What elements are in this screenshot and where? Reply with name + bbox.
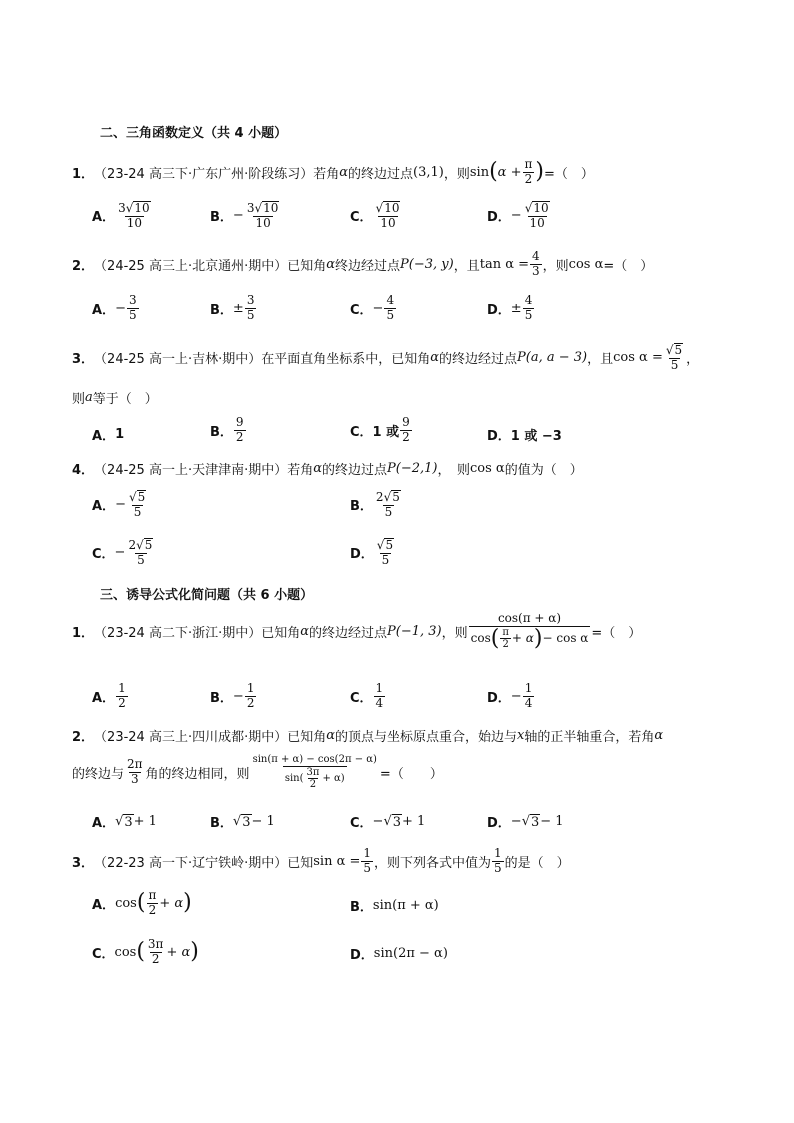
option-label: B． — [210, 302, 233, 318]
question-text: 终边经过点 — [335, 258, 401, 274]
radicand: 3 — [531, 814, 540, 830]
question-text: ， — [686, 352, 700, 368]
option-value: $\frac{1}{4}$ — [375, 681, 384, 710]
option-b[interactable] — [210, 682, 257, 711]
question-source: （24-25 高一上·天津津南·期中）若角 — [94, 463, 314, 478]
sign: − — [510, 688, 522, 704]
point-coordinates: P(−3, y) — [400, 256, 454, 272]
question-s2-4 — [72, 459, 583, 478]
question-source: （22-23 高一下·辽宁铁岭·期中）已知 — [94, 855, 314, 871]
option-value: $\frac{1}{2}$ — [118, 681, 126, 710]
question-source: （23-24 高三上·四川成都·期中）已知角 — [94, 730, 327, 745]
option-value: $\frac{4}{5}$ — [386, 293, 395, 322]
option-value: $\frac{3√10}{10}$ — [246, 201, 279, 230]
option-label: B． — [210, 816, 233, 831]
answer-blank: =（ ） — [543, 166, 594, 182]
option-label: B． — [210, 210, 233, 226]
option-b[interactable] — [210, 294, 257, 323]
expr-inner: α + — [497, 164, 522, 180]
question-number: 1． — [72, 625, 95, 641]
alpha-symbol: α — [339, 164, 349, 180]
right-paren: ) — [535, 159, 544, 185]
sign: − — [232, 688, 244, 704]
option-label: A． — [92, 816, 116, 831]
question-s3-1 — [72, 612, 641, 651]
radicand: 3 — [242, 814, 251, 830]
question-number: 2． — [72, 258, 95, 274]
question-text: ，则下列各式中值为 — [374, 855, 492, 871]
question-s3-2-line2 — [72, 754, 443, 791]
option-value: $\frac{1}{2}$ — [246, 681, 255, 710]
left-paren: ( — [489, 159, 498, 185]
option-a[interactable] — [92, 682, 129, 711]
option-a[interactable] — [92, 201, 154, 231]
question-source: （24-25 高一上·吉林·期中）在平面直角坐标系中，已知角 — [94, 352, 431, 368]
option-b[interactable] — [350, 896, 439, 915]
option-label: B． — [350, 900, 373, 915]
option-value: $\frac{2√5}{5}$ — [375, 490, 400, 519]
option-a[interactable] — [92, 425, 124, 444]
option-label: B． — [350, 499, 373, 515]
option-c[interactable] — [350, 416, 413, 445]
point-coordinates: P(−1, 3) — [387, 623, 442, 639]
sin-function: sin — [469, 164, 490, 180]
option-value: $\frac{2√5}{5}$ — [128, 538, 153, 567]
option-label: C． — [350, 210, 373, 226]
alpha-symbol: α — [313, 461, 323, 476]
option-b[interactable] — [210, 416, 247, 445]
section-title-trig-definition: 二、三角函数定义（共 4 小题） — [100, 126, 288, 141]
cos-function: cos — [114, 944, 137, 960]
fraction: $\frac{1}{5}$ — [494, 846, 502, 875]
question-text: 的终边经过点 — [439, 352, 518, 368]
sin-expression: sin α = — [313, 853, 361, 869]
answer-blank: =（ ） — [603, 258, 654, 274]
option-label: C． — [350, 690, 373, 706]
option-b[interactable]: B． √ 3 − 1 — [210, 814, 275, 831]
option-value: 1 或 −3 — [510, 429, 562, 444]
option-label: D． — [487, 429, 511, 444]
question-text: ，且 — [587, 352, 614, 368]
option-d[interactable] — [350, 944, 448, 963]
question-text: ，则 — [443, 166, 470, 182]
cos-expression: cos α — [568, 256, 604, 272]
option-d[interactable] — [487, 425, 562, 444]
sign: ± — [232, 300, 244, 316]
sign: − — [510, 208, 522, 224]
option-label: D． — [487, 690, 511, 706]
option-label: D． — [487, 302, 511, 318]
radicand: 3 — [124, 814, 133, 830]
section-title-induction-formulas: 三、诱导公式化简问题（共 6 小题） — [100, 588, 314, 603]
fraction: $\frac{\pi}{2}$ — [148, 888, 157, 917]
point-coordinates: P(a, a − 3) — [517, 350, 588, 366]
option-a[interactable]: A． cos ( $\frac{\pi}{2}$ + α ) — [92, 888, 192, 917]
question-number: 3． — [72, 855, 95, 871]
sign: − — [232, 208, 244, 224]
option-a[interactable] — [92, 490, 149, 520]
option-value: 1 — [115, 427, 125, 442]
question-number: 2． — [72, 730, 95, 745]
option-value: + 1 — [402, 814, 426, 829]
question-text: 则 — [72, 392, 86, 407]
sign: − — [372, 814, 384, 829]
option-label: D． — [487, 816, 511, 831]
option-c[interactable] — [350, 682, 386, 711]
question-source: （23-24 高二下·浙江·期中）已知角 — [94, 625, 301, 641]
sign: − — [115, 497, 126, 513]
alpha-symbol: α — [430, 350, 440, 366]
option-label: D． — [350, 948, 374, 963]
sign: − — [510, 814, 522, 829]
alpha-symbol: α — [654, 728, 664, 743]
option-value: $\frac{√10}{10}$ — [375, 201, 400, 230]
option-b[interactable] — [210, 201, 282, 231]
option-a[interactable]: A． √ 3 + 1 — [92, 814, 157, 831]
option-label: D． — [487, 210, 511, 226]
answer-blank: =（ ） — [591, 625, 642, 641]
option-label: B． — [210, 424, 233, 440]
option-d[interactable]: D． − √ 3 − 1 — [487, 814, 564, 831]
option-c[interactable]: C． − √ 3 + 1 — [350, 814, 426, 831]
option-b[interactable] — [350, 490, 404, 520]
main-fraction: sin(π + α) − cos(2π − α) sin( $\frac{3\pi}{2}$ + α) — [252, 754, 377, 790]
question-number: 3． — [72, 352, 95, 368]
option-value: $\frac{√5}{5}$ — [128, 490, 146, 519]
fraction: $\frac{√5}{5}$ — [665, 343, 683, 372]
question-number: 1． — [72, 166, 95, 182]
option-value: + α — [166, 944, 191, 960]
question-text: 的终边过点 — [322, 463, 388, 478]
option-value: $\frac{9}{2}$ — [235, 415, 244, 444]
variable-x: x — [517, 728, 525, 743]
option-c[interactable]: C． cos ( $\frac{3\pi}{2}$ + α ) — [92, 937, 199, 966]
option-label: A． — [92, 210, 116, 226]
pi-over-two: $\frac{\pi}{2}$ — [524, 157, 533, 186]
option-label: C． — [350, 424, 373, 440]
question-source: （24-25 高三上·北京通州·期中）已知角 — [94, 258, 327, 274]
option-label: A． — [92, 429, 116, 444]
option-label: D． — [350, 547, 374, 563]
option-value: $\frac{3}{5}$ — [246, 293, 255, 322]
option-value: − 1 — [251, 814, 275, 829]
option-value: + α — [159, 895, 184, 911]
question-text: 的终边经过点 — [309, 625, 388, 641]
question-text: 等于（ ） — [92, 392, 158, 407]
option-label: C． — [92, 946, 115, 962]
question-s2-3 — [72, 343, 699, 373]
option-value: $\frac{1}{4}$ — [524, 681, 533, 710]
option-value: $\frac{√5}{5}$ — [376, 538, 394, 567]
main-fraction: cos(π + α) cos ( $\frac{\pi}{2}$ + α ) − cos α — [470, 611, 589, 651]
radicand: 3 — [392, 814, 402, 830]
option-d[interactable] — [487, 682, 535, 711]
option-value: $\frac{3√10}{10}$ — [118, 201, 150, 230]
question-text: ， 则 — [437, 463, 471, 478]
fraction: $\frac{4}{3}$ — [532, 249, 540, 278]
question-text: 的是（ ） — [504, 855, 570, 871]
fraction: $\frac{1}{5}$ — [363, 846, 372, 875]
sign: − — [372, 300, 384, 316]
question-s2-1 — [72, 158, 594, 187]
option-c[interactable] — [350, 294, 397, 323]
option-label: A． — [92, 897, 116, 913]
option-value: $\frac{4}{5}$ — [524, 293, 533, 322]
option-label: C． — [350, 816, 373, 831]
point-coordinates: (3,1) — [413, 164, 444, 180]
question-text: 轴的正半轴重合，若角 — [524, 730, 655, 745]
question-source: （23-24 高三下·广东广州·阶段练习）若角 — [94, 166, 340, 182]
option-value: $\frac{3}{5}$ — [128, 293, 137, 322]
cos-expression: cos α — [470, 461, 505, 476]
option-a[interactable] — [92, 294, 140, 323]
option-label: C． — [92, 547, 115, 563]
fraction: $\frac{2\pi}{3}$ — [127, 756, 143, 786]
option-d[interactable] — [350, 538, 397, 568]
tan-expression: tan α = — [479, 256, 530, 272]
option-value: $\frac{9}{2}$ — [402, 415, 410, 444]
option-value: $\frac{√10}{10}$ — [524, 201, 549, 230]
point-coordinates: P(−2,1) — [387, 461, 438, 476]
option-label: C． — [350, 302, 373, 318]
alpha-symbol: α — [326, 728, 336, 743]
question-s2-3-line2 — [72, 388, 158, 407]
option-d[interactable] — [487, 201, 553, 231]
question-text: ，且 — [453, 258, 480, 274]
cos-expression: cos α = — [613, 350, 663, 366]
option-prefix: 1 或 — [372, 424, 400, 440]
option-c[interactable] — [350, 201, 403, 231]
answer-blank: 的值为（ ） — [504, 463, 583, 478]
question-text: 角的终边相同，则 — [145, 766, 250, 782]
alpha-symbol: α — [326, 256, 336, 272]
option-value: sin(π + α) — [372, 898, 439, 913]
fraction: $\frac{3\pi}{2}$ — [147, 937, 164, 966]
question-text: ，则 — [441, 625, 468, 641]
option-label: A． — [92, 499, 116, 515]
question-s3-3 — [72, 847, 570, 876]
variable-a: a — [85, 390, 93, 405]
question-text: 的终边与 — [72, 766, 125, 782]
question-text: 的终边过点 — [348, 166, 414, 182]
question-number: 4． — [72, 463, 95, 478]
option-value: − 1 — [540, 814, 564, 829]
option-d[interactable] — [487, 294, 535, 323]
alpha-symbol: α — [300, 623, 310, 639]
option-value: + 1 — [133, 814, 157, 829]
question-text: ，则 — [542, 258, 569, 274]
answer-blank: =（ ） — [379, 766, 443, 782]
question-text: 的顶点与坐标原点重合，始边与 — [335, 730, 518, 745]
cos-function: cos — [115, 895, 137, 911]
question-s2-2 — [72, 250, 653, 279]
sign: − — [114, 545, 126, 561]
question-s3-2 — [72, 726, 663, 745]
option-c[interactable] — [92, 538, 156, 568]
option-value: sin(2π − α) — [373, 946, 448, 961]
option-label: A． — [92, 690, 116, 706]
sign: ± — [510, 300, 522, 316]
sign: − — [115, 300, 126, 316]
option-label: A． — [92, 302, 116, 318]
option-label: B． — [210, 690, 233, 706]
